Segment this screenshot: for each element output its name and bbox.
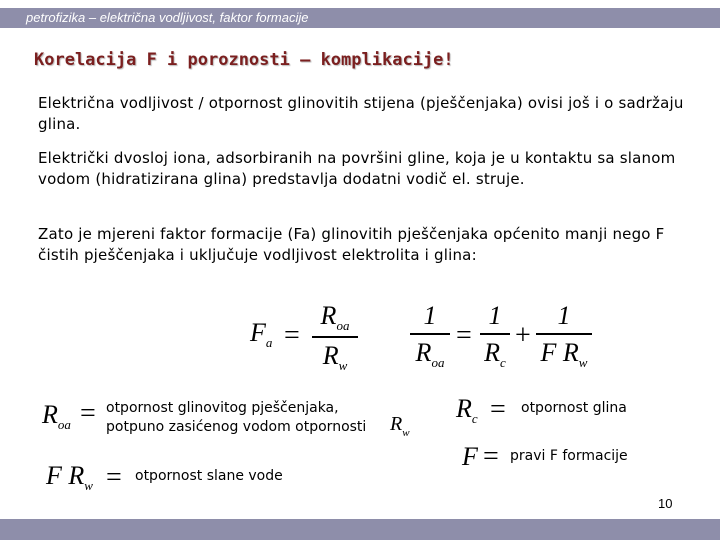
fa-equals: = (284, 320, 300, 351)
legend-rc-symbol: $R_c$ (456, 394, 478, 426)
legend-frw-equals: = (106, 462, 122, 493)
legend-rc-equals: = (490, 394, 506, 425)
legend-rw-symbol: $R_w$ (390, 413, 410, 439)
conductivity-equals: = (456, 320, 472, 351)
frac-1-frw: 1 F $R_w$ (536, 301, 592, 371)
slide-title: Korelacija F i poroznosti – komplikacije! (34, 50, 454, 70)
page-number: 10 (658, 496, 673, 511)
paragraph-1: Električna vodljivost / otpornost glinovitih stijena (pješčenjaka) ovisi još i o sadržaju glina. (38, 94, 684, 133)
paragraph-3: Zato je mjereni faktor formacije (Fa) glinovitih pješčenjaka općenito manji nego F čistih pješčenjaka i uključuje vodljivost elektrolita i glina: (38, 225, 665, 264)
legend-f-symbol: F (462, 442, 478, 471)
paragraph-2: Električki dvosloj iona, adsorbiranih na površini gline, koja je u kontaktu sa slanom vodom (hidratizirana glina) predstavlja dodatni vodič el. struje. (38, 149, 676, 188)
legend-rc-text: otpornost glina (521, 400, 627, 416)
header-bar (0, 8, 720, 28)
legend-frw-text: otpornost slane vode (135, 468, 283, 484)
header-title: petrofizika – električna vodljivost, faktor formacije (26, 10, 309, 25)
fa-symbol: $F_a$ (250, 318, 273, 350)
footer-bar (0, 519, 720, 540)
frac-1-roa: 1 $R_{oa}$ (410, 301, 450, 371)
legend-f-text: pravi F formacije (510, 448, 628, 464)
legend-roa-equals: = (80, 398, 96, 429)
frac-1-rc: 1 $R_c$ (480, 301, 510, 371)
legend-f-equals: = (483, 441, 499, 472)
legend-roa-text: otpornost glinovitog pješčenjaka, potpuno zasićenog vodom otpornosti (106, 400, 367, 435)
legend-frw-symbol: F $R_w$ (46, 461, 93, 493)
legend-roa-symbol: $R_{oa}$ (42, 400, 71, 432)
fa-fraction: $R_{oa}$ $R_w$ (312, 301, 358, 374)
conductivity-plus: + (515, 320, 531, 351)
